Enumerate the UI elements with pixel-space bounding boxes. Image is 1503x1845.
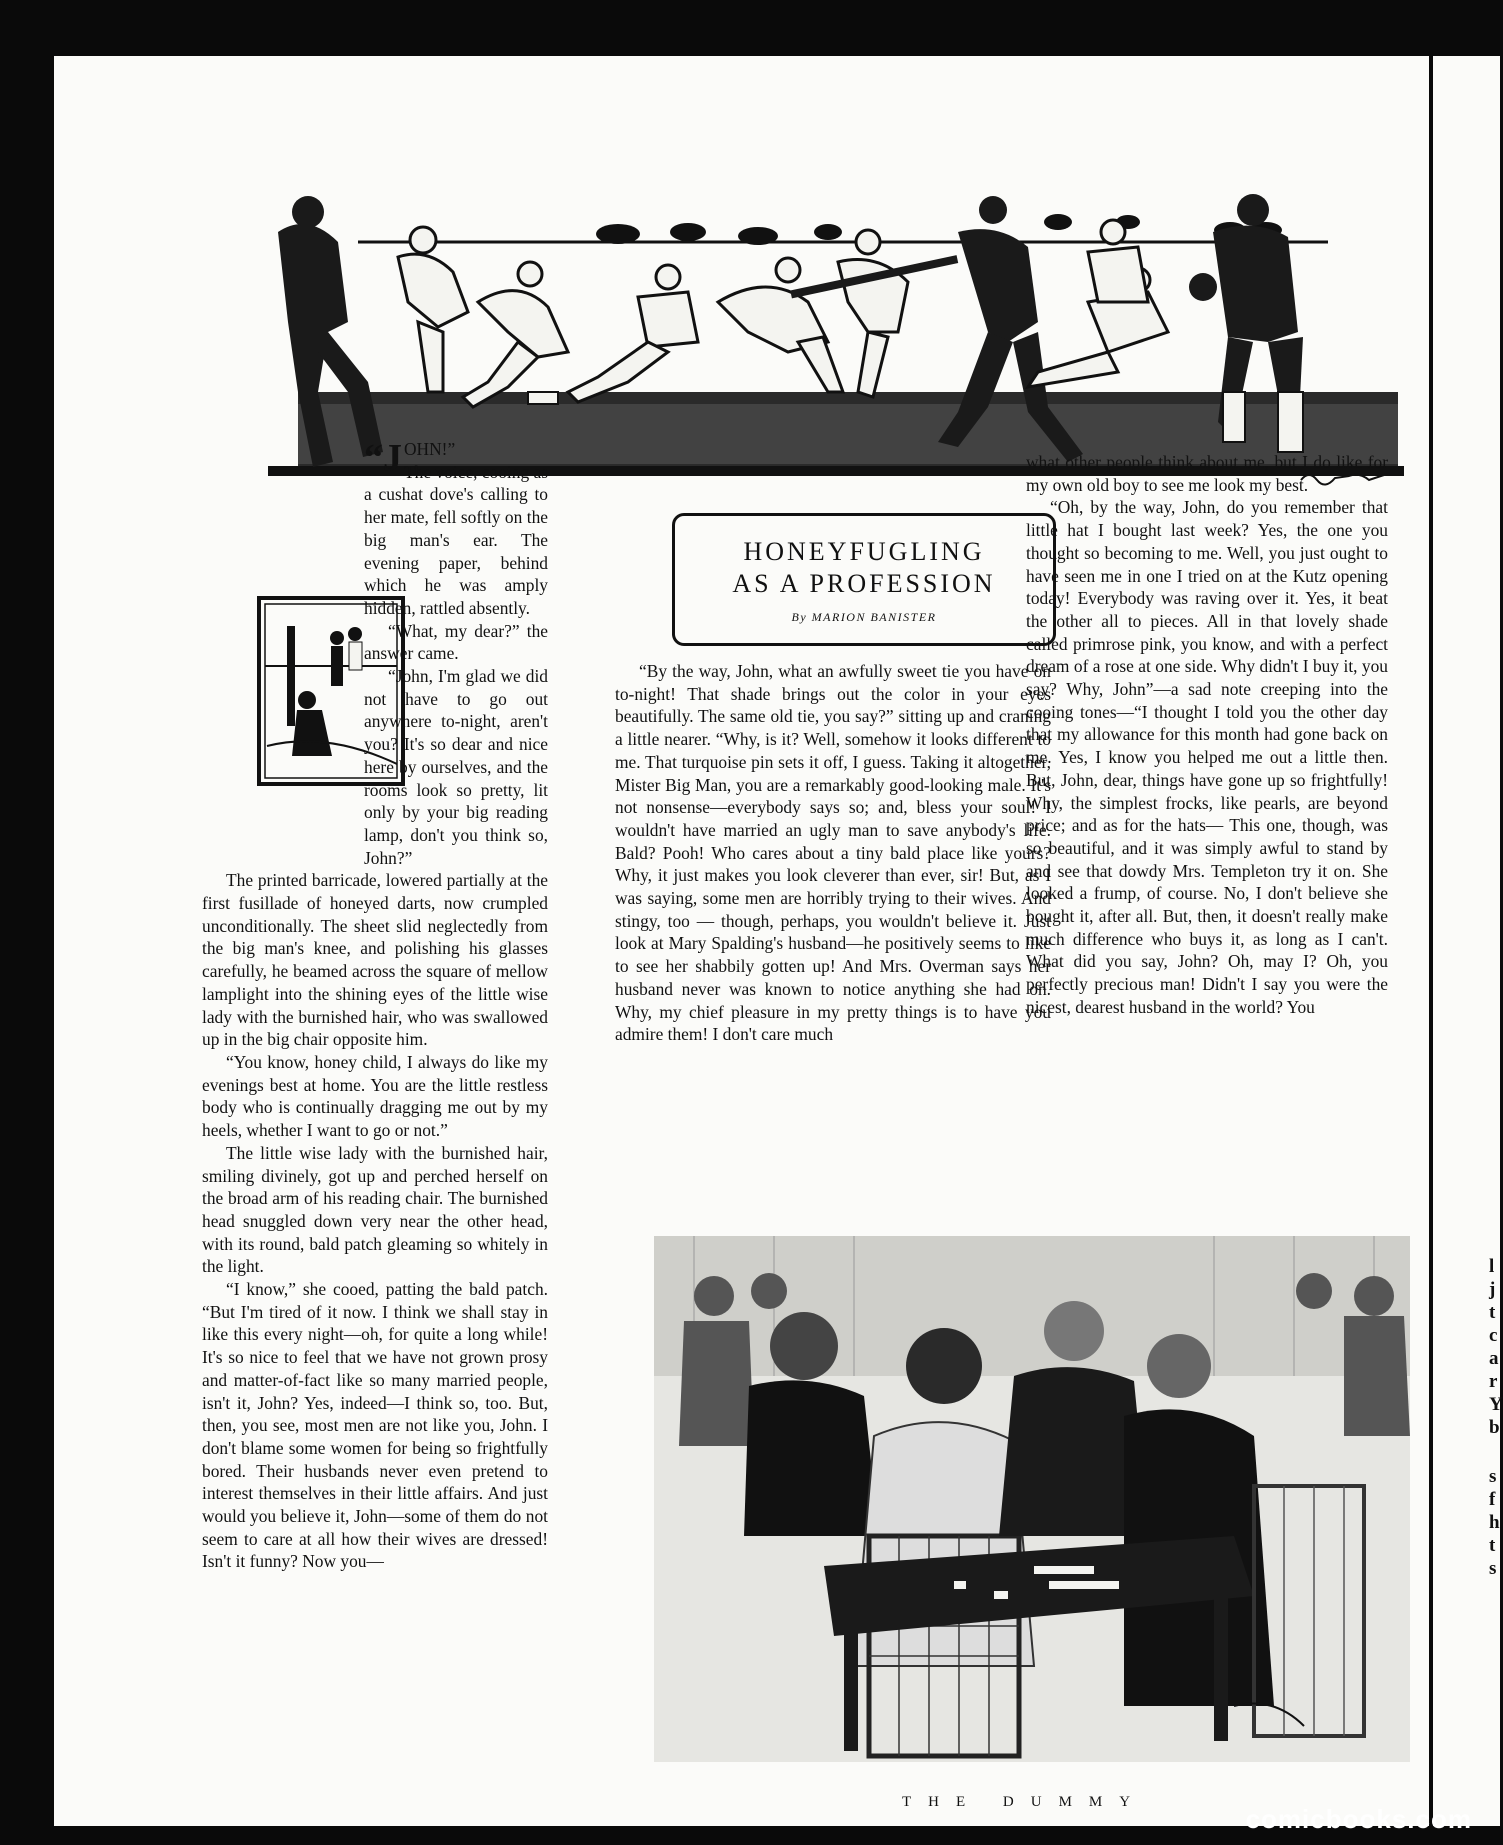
card-game-illustration [654,1236,1410,1762]
paragraph-text: “You know, honey child, I always do like my evenings best at home. You are the little restless body who is continually dragging me out by my heels, whether I want to go or not.” [202,1051,548,1141]
article-column-3 [1026,451,1388,1019]
paragraph-text: what other people think about me, but I do like for my own old boy to see me look my best. [1026,452,1388,495]
adjacent-page-fragment: t [1489,1535,1496,1556]
paragraph-text: The little wise lady with the burnished hair, smiling divinely, got up and perched herself on the broad arm of his reading chair. The burnished head snuggled down very near the other head, with its round, bald patch gleaming so whitely in the light. [202,1142,548,1277]
page-footer-magazine-title: THE DUMMY [902,1794,1148,1810]
article-byline: By MARION BANISTER [791,610,937,624]
adjacent-page-fragment: l [1489,1256,1495,1277]
paragraph-text: “By the way, John, what an awfully sweet tie you have on to-night! That shade brings out the color in your eyes beautifully. The same old tie, you say?” sitting up and craning a little nearer. “Why, is it? Well, somehow it looks different to me. That turquoise pin sets it off, I guess. Taking it altogether, Mister Big Man, you are a remarkably good-looking male. It's not nonsense—everybody says so; and, bless your soul! I wouldn't have married an ugly man to save anybody's life. Bald? Pooh! Who cares about a tiny bald place like yours? Why, it just makes you look cleverer than ever, sir! But, as I was saying, some men are horribly trying to their wives. And stingy, too — though, perhaps, you wouldn't believe it. Just look at Mary Spalding's husband—he positively seems to like to see her shabbily gotten up! And Mrs. Overman says her husband never was known to notice anything she had on. Why, my chief pleasure in my pretty things is to have you admire them! I don't care much [615,661,1051,1045]
paragraph-text: “John, I'm glad we did not have to go out anywhere to-night, aren't you? It's so dear and nice here by ourselves, and the rooms look so pretty, lit only by your big reading lamp, don't you think so, John?” [364,666,548,868]
adjacent-page-fragment: r [1489,1371,1498,1392]
adjacent-page-fragment: c [1489,1325,1498,1346]
adjacent-page-fragment: t [1489,1302,1496,1323]
adjacent-page-fragment: j [1489,1279,1496,1300]
adjacent-page-fragment: Y [1489,1394,1503,1415]
article-column-1-text [202,438,548,1573]
paragraph-text: “I know,” she cooed, patting the bald patch. “But I'm tired of it now. I think we shall stay in like this every night—oh, for quite a long while! It's so nice to feel that we have not grown prosy and matter-of-fact like so many married people, isn't it, John? Yes, indeed—I think so, too. But, then, you see, most men are not like you, John. I don't blame some women for being so frightfully bored. Their husbands never even pretend to interest themselves in their little affairs. And just would you believe it, John—some of them do not seem to care at all how their wives are dressed! Isn't it funny? Now you— [202,1279,548,1572]
paragraph-text: The printed barricade, lowered partially at the first fusillade of honeyed darts, now crumpled unconditionally. The sheet slid neglectedly from the big man's knee, and polishing his glasses carefully, he beamed across the square of mellow lamplight into the shining eyes of the little wise lady with the burnished hair, who was swallowed up in the big chair opposite him. [202,870,548,1050]
site-watermark: comicbooks.com [1245,1804,1472,1834]
paragraph-text: “Oh, by the way, John, do you remember that little hat I bought last week? Yes, the one you thought so becoming to me. Well, you just ought to have seen me in one I tried on at the Kutz opening today! Everybody was raving over it. Yes, it beat the other all to pieces. All in that lovely shade called primrose pink, you know, and with a perfect dream of a rose at one side. Why didn't I buy it, you say? Why, John”—a sad note creeping into the cooing tones—“I thought I told you the other day that my allowance for this month had gone back on me. Yes, I know you helped me out a little then. But, John, dear, things have gone up so frightfully! Why, the simplest frocks, like pearls, are beyond price; and as for the hats— This one, though, was so beautiful, and it was simply awful to stand by and see that dowdy Mrs. Templeton try it on. She looked a frump, of course. No, I don't believe she bought it, after all. But, then, it doesn't really make much difference who buys it, as long as I can't. What did you say, John? Oh, may I? Oh, you perfectly precious man! Didn't I say you were the nicest, dearest husband in the world? You [1026,497,1388,1017]
adjacent-page-fragment: s [1489,1558,1497,1579]
drop-cap: “J [364,437,402,479]
article-title-box [672,513,1056,646]
adjacent-page-fragment: a [1489,1348,1499,1369]
adjacent-page-fragment: h [1489,1512,1500,1533]
paragraph-text: “What, my dear?” the answer came. [364,620,548,664]
opening-word: OHN!” [404,439,456,459]
title-line-2: AS A PROFESSION [732,569,996,598]
adjacent-page-fragment: f [1489,1489,1496,1510]
article-title [675,536,1053,600]
title-line-1: HONEYFUGLING [743,537,985,566]
adjacent-page-fragment: s [1489,1466,1497,1487]
adjacent-page-fragment: b [1489,1417,1500,1438]
baseball-banner-illustration [268,192,1404,478]
paragraph-text: The voice, cooing as a cushat dove's calling to her mate, fell softly on the big man's ear. The evening paper, behind which he was amply hidden, rattled absently. [364,461,548,618]
article-column-2 [615,660,1051,1046]
adjacent-page-edge [1433,56,1503,1826]
